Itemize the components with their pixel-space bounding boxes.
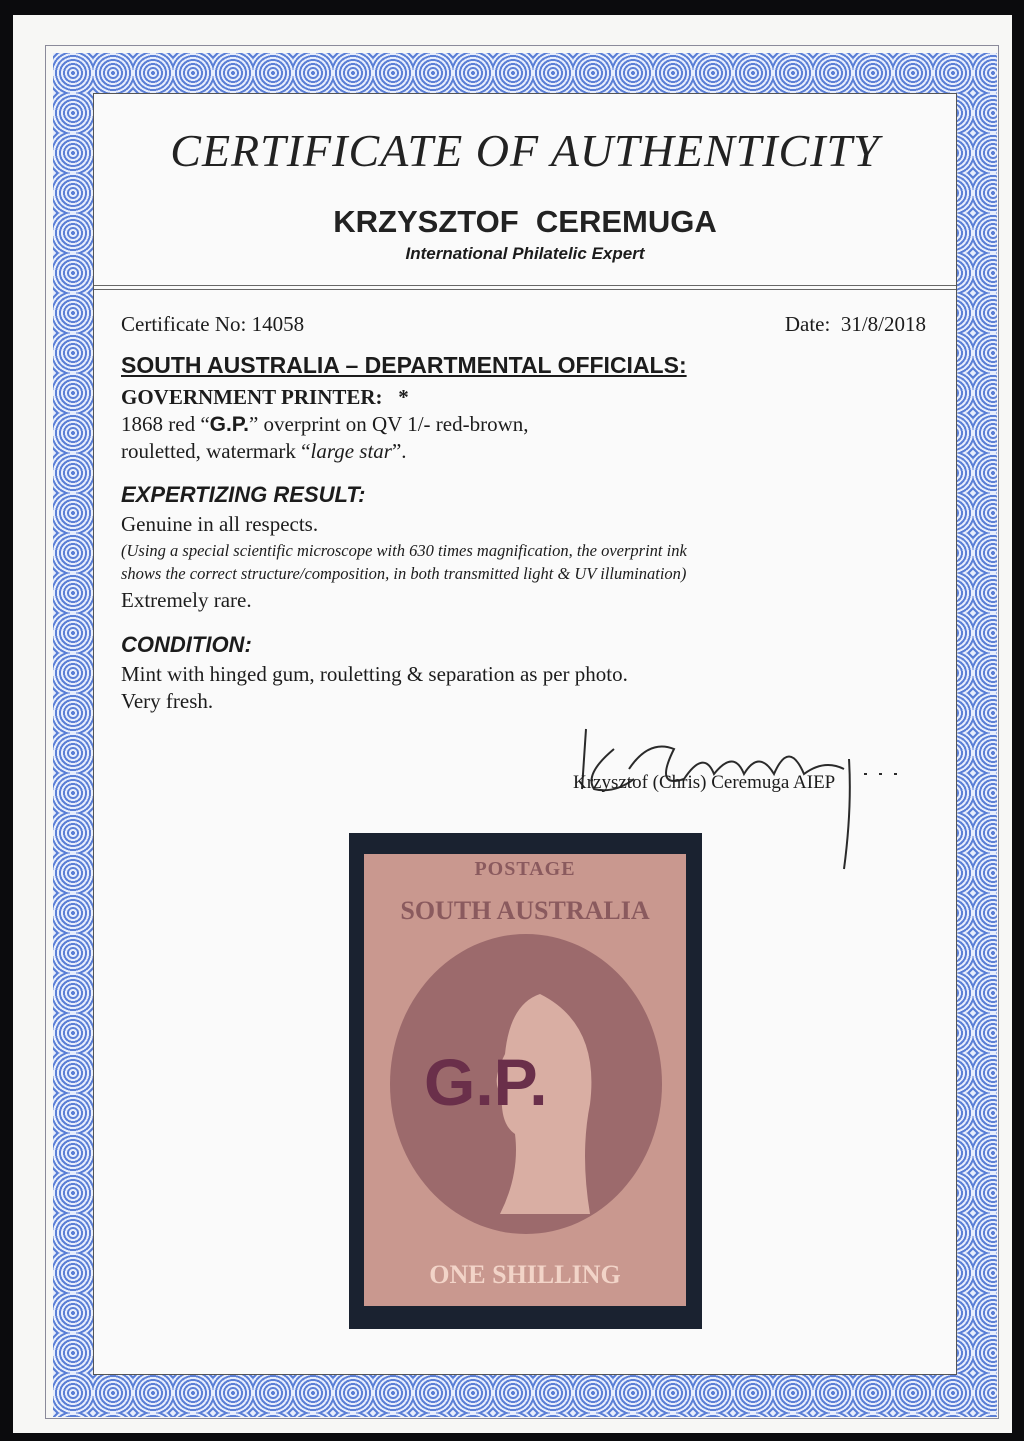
- certificate-body: [93, 93, 957, 1375]
- text: ”.: [391, 439, 407, 463]
- expert-subtitle: International Philatelic Expert: [405, 244, 645, 263]
- item-description-line1: [121, 412, 529, 437]
- stamp-image: [364, 854, 686, 1306]
- condition-line2: Very fresh.: [121, 689, 214, 713]
- result-note-line2: shows the correct structure/composition, in both transmitted light & UV illumination): [121, 564, 687, 583]
- certificate-number: Certificate No: 14058: [121, 312, 305, 336]
- item-description-line2: [121, 439, 407, 464]
- divider: [94, 289, 956, 290]
- text: rouletted, watermark “: [121, 439, 311, 463]
- condition-heading: CONDITION:: [121, 632, 252, 657]
- result-verdict: Genuine in all respects.: [121, 512, 319, 536]
- result-note-line1: (Using a special scientific microscope with 630 times magnification, the overprint ink: [121, 541, 687, 560]
- signature-name: Krzysztof (Chris) Ceremuga AIEP: [573, 772, 836, 793]
- text: ” overprint on QV 1/- red-brown,: [248, 412, 529, 436]
- result-rarity: Extremely rare.: [121, 588, 252, 612]
- certificate-card: [13, 15, 1012, 1433]
- overprint-text: G.P.: [209, 413, 249, 436]
- certificate-title: CERTIFICATE OF AUTHENTICITY: [170, 125, 880, 176]
- text: 1868 red “: [121, 412, 210, 436]
- expert-name: KRZYSZTOF CEREMUGA: [333, 204, 717, 239]
- stamp-value-text: ONE SHILLING: [429, 1260, 621, 1289]
- item-heading: SOUTH AUSTRALIA – DEPARTMENTAL OFFICIALS:: [121, 352, 687, 378]
- item-subheading: GOVERNMENT PRINTER: *: [121, 385, 409, 409]
- watermark-text: large star: [310, 439, 392, 463]
- stamp-country-text: SOUTH AUSTRALIA: [400, 896, 650, 925]
- certificate-date: Date: 31/8/2018: [784, 312, 926, 336]
- result-heading: EXPERTIZING RESULT:: [121, 482, 366, 507]
- divider: [94, 285, 956, 286]
- gp-overprint: G.P.: [424, 1045, 548, 1119]
- stamp-postage-text: POSTAGE: [474, 858, 576, 880]
- condition-line1: Mint with hinged gum, rouletting & separation as per photo.: [121, 662, 628, 686]
